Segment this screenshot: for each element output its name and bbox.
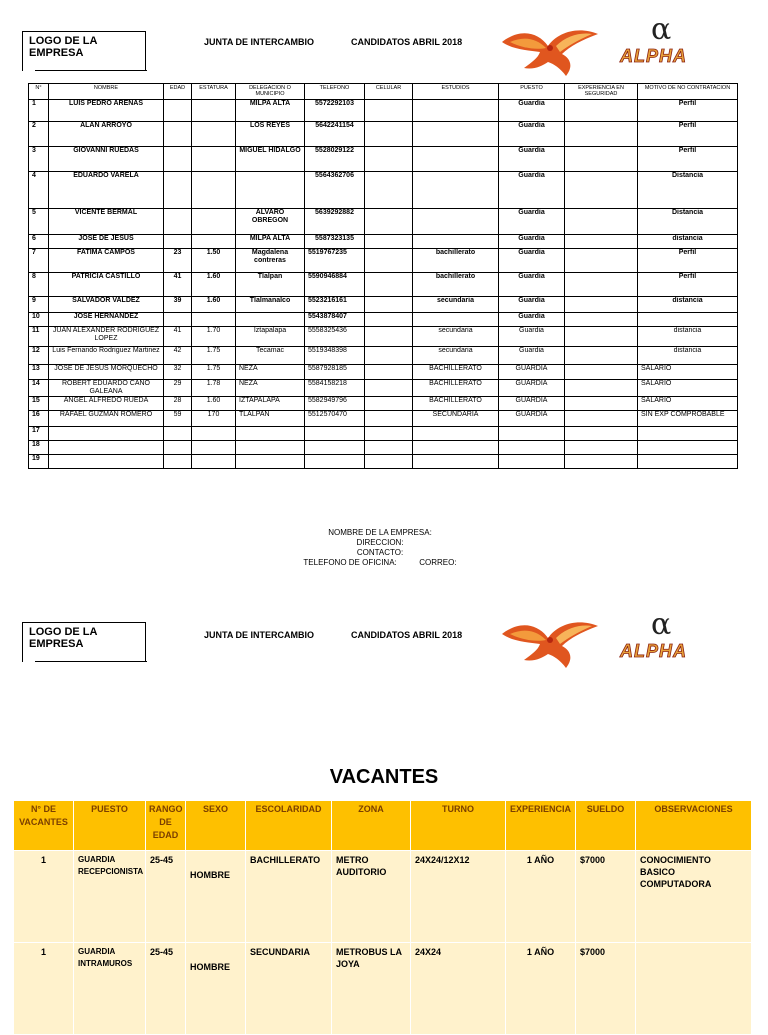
candidate-cell-municipio: LOS REYES — [236, 122, 305, 147]
candidate-cell-estudios — [413, 441, 499, 455]
vacancy-cell-zona: METROBUS LA JOYA — [332, 943, 411, 1035]
vacancies-table — [13, 800, 752, 1035]
candidate-cell-experiencia — [565, 172, 638, 209]
candidate-cell-municipio: Tlalpan — [236, 273, 305, 297]
candidate-cell-motivo — [638, 427, 738, 441]
candidate-cell-telefono: 5590946884 — [305, 273, 365, 297]
candidate-row — [29, 122, 738, 147]
candidate-cell-estudios: secundaria — [413, 347, 499, 365]
candidates-col-header: ESTATURA — [192, 84, 236, 100]
candidates-col-header: EXPERIENCIA EN SEGURIDAD — [565, 84, 638, 100]
candidate-cell-experiencia — [565, 327, 638, 347]
office-phone-email-line — [200, 558, 560, 568]
vacancy-cell-rango: 25-45 — [146, 851, 186, 943]
address-label: DIRECCION: — [356, 538, 404, 547]
candidate-cell-puesto: Guardia — [499, 100, 565, 122]
candidate-cell-n: 18 — [29, 441, 49, 455]
candidate-cell-puesto: Guardia — [499, 249, 565, 273]
candidate-cell-telefono: 5639292882 — [305, 209, 365, 235]
candidate-cell-edad: 41 — [164, 273, 192, 297]
candidate-cell-nombre: EDUARDO VARELA — [49, 172, 164, 209]
candidate-cell-municipio: MIGUEL HIDALGO — [236, 147, 305, 172]
candidate-cell-edad: 23 — [164, 249, 192, 273]
candidate-cell-n: 13 — [29, 365, 49, 380]
candidate-cell-celular — [365, 235, 413, 249]
candidates-subtitle: CANDIDATOS ABRIL 2018 — [351, 37, 463, 47]
candidates-col-header: TELEFONO — [305, 84, 365, 100]
candidate-cell-puesto: GUARDIA — [499, 365, 565, 380]
candidate-cell-nombre — [49, 441, 164, 455]
candidate-row — [29, 147, 738, 172]
candidate-cell-motivo: Perfil — [638, 273, 738, 297]
candidate-cell-experiencia — [565, 249, 638, 273]
candidate-cell-puesto: GUARDIA — [499, 380, 565, 397]
candidate-cell-nombre: JOSE HERNANDEZ — [49, 313, 164, 327]
candidate-cell-municipio: ALVARO OBREGON — [236, 209, 305, 235]
candidate-cell-motivo: Distancia — [638, 209, 738, 235]
candidate-cell-telefono — [305, 441, 365, 455]
candidate-row — [29, 235, 738, 249]
alpha-brand-name: ALPHA — [620, 46, 687, 66]
candidate-cell-telefono: 5582949796 — [305, 397, 365, 411]
candidate-cell-estatura: 1.60 — [192, 273, 236, 297]
meeting-title: JUNTA DE INTERCAMBIO — [204, 37, 314, 47]
candidate-cell-motivo: Perfil — [638, 100, 738, 122]
email-label: CORREO: — [419, 558, 457, 567]
candidate-cell-n: 5 — [29, 209, 49, 235]
candidate-cell-nombre: GIOVANNI RUEDAS — [49, 147, 164, 172]
vacancy-cell-rango: 25-45 — [146, 943, 186, 1035]
candidate-cell-motivo: SIN EXP COMPROBABLE — [638, 411, 738, 427]
candidate-cell-celular — [365, 411, 413, 427]
candidate-cell-experiencia — [565, 427, 638, 441]
candidate-cell-estudios: BACHILLERATO — [413, 397, 499, 411]
candidate-cell-telefono: 5564362706 — [305, 172, 365, 209]
candidate-cell-n: 15 — [29, 397, 49, 411]
candidate-cell-experiencia — [565, 455, 638, 469]
candidates-col-header: MOTIVO DE NO CONTRATACION — [638, 84, 738, 100]
candidate-cell-municipio — [236, 313, 305, 327]
candidate-cell-nombre: Luis Fernando Rodriguez Martinez — [49, 347, 164, 365]
candidate-cell-n: 2 — [29, 122, 49, 147]
candidate-cell-edad — [164, 441, 192, 455]
candidate-cell-n: 1 — [29, 100, 49, 122]
candidate-cell-experiencia — [565, 147, 638, 172]
candidate-cell-estatura — [192, 122, 236, 147]
candidate-cell-estudios — [413, 172, 499, 209]
candidate-cell-puesto: Guardia — [499, 235, 565, 249]
candidate-cell-n: 4 — [29, 172, 49, 209]
candidate-cell-estudios: secundaria — [413, 327, 499, 347]
candidate-cell-experiencia — [565, 365, 638, 380]
candidate-cell-n: 7 — [29, 249, 49, 273]
candidate-cell-estatura: 1.60 — [192, 397, 236, 411]
candidate-cell-motivo: SALARIO — [638, 365, 738, 380]
vacancy-cell-escolaridad: SECUNDARIA — [246, 943, 332, 1035]
candidate-cell-celular — [365, 327, 413, 347]
vacancy-cell-observaciones: CONOCIMIENTO BASICO COMPUTADORA — [636, 851, 752, 943]
office-phone-label: TELEFONO DE OFICINA: — [303, 558, 397, 567]
candidate-cell-celular — [365, 365, 413, 380]
candidate-cell-puesto — [499, 427, 565, 441]
candidate-cell-nombre: ANGEL ALFREDO RUEDA — [49, 397, 164, 411]
candidate-cell-municipio — [236, 172, 305, 209]
candidate-cell-edad — [164, 172, 192, 209]
candidate-row — [29, 100, 738, 122]
candidate-cell-celular — [365, 100, 413, 122]
candidate-cell-nombre: JOSE DE JESUS MORQUECHO — [49, 365, 164, 380]
candidate-row — [29, 365, 738, 380]
company-name-label: NOMBRE DE LA EMPRESA: — [328, 528, 432, 537]
candidate-cell-edad — [164, 209, 192, 235]
vacancy-cell-sueldo: $7000 — [576, 943, 636, 1035]
candidate-cell-motivo: distancia — [638, 235, 738, 249]
candidate-cell-experiencia — [565, 273, 638, 297]
candidate-cell-municipio — [236, 455, 305, 469]
candidate-cell-edad: 41 — [164, 327, 192, 347]
candidate-cell-motivo: distancia — [638, 327, 738, 347]
company-contact-block — [200, 528, 560, 568]
vacancy-cell-experiencia: 1 AÑO — [506, 851, 576, 943]
candidate-cell-estudios — [413, 209, 499, 235]
candidate-cell-motivo: distancia — [638, 347, 738, 365]
candidate-cell-motivo: Perfil — [638, 147, 738, 172]
candidate-cell-nombre — [49, 427, 164, 441]
candidates-col-header: ESTUDIOS — [413, 84, 499, 100]
candidate-cell-nombre: ALAN ARROYO — [49, 122, 164, 147]
candidate-cell-estatura: 170 — [192, 411, 236, 427]
candidate-cell-edad: 59 — [164, 411, 192, 427]
candidate-row — [29, 441, 738, 455]
candidate-cell-puesto: Guardia — [499, 297, 565, 313]
candidates-col-header: NOMBRE — [49, 84, 164, 100]
candidate-cell-puesto: Guardia — [499, 273, 565, 297]
vacancy-cell-n: 1 — [14, 851, 74, 943]
phoenix-logo-icon — [500, 20, 600, 80]
candidate-cell-puesto: GUARDIA — [499, 397, 565, 411]
candidate-cell-n: 19 — [29, 455, 49, 469]
vacancies-col-header: RANGO DE EDAD — [146, 801, 186, 851]
candidates-header-row — [29, 84, 738, 100]
candidate-cell-edad: 39 — [164, 297, 192, 313]
candidate-row — [29, 313, 738, 327]
candidate-row — [29, 209, 738, 235]
candidate-cell-estudios — [413, 313, 499, 327]
candidate-cell-telefono: 5642241154 — [305, 122, 365, 147]
candidate-cell-estatura — [192, 455, 236, 469]
vacancies-header-row — [14, 801, 752, 851]
candidates-col-header: CELULAR — [365, 84, 413, 100]
candidate-cell-municipio: TLALPAN — [236, 411, 305, 427]
candidate-cell-n: 12 — [29, 347, 49, 365]
candidate-cell-n: 8 — [29, 273, 49, 297]
candidate-cell-estatura — [192, 427, 236, 441]
candidate-cell-celular — [365, 249, 413, 273]
candidate-cell-motivo — [638, 313, 738, 327]
candidate-cell-estudios: BACHILLERATO — [413, 380, 499, 397]
candidate-cell-nombre: LUIS PEDRO ARENAS — [49, 100, 164, 122]
candidate-cell-estatura: 1.75 — [192, 347, 236, 365]
candidate-cell-n: 10 — [29, 313, 49, 327]
vacancy-cell-zona: METRO AUDITORIO — [332, 851, 411, 943]
candidate-cell-edad — [164, 455, 192, 469]
logo-placeholder-box — [22, 31, 146, 71]
candidate-cell-estudios: SECUNDARIA — [413, 411, 499, 427]
candidate-cell-edad — [164, 235, 192, 249]
candidate-cell-estudios — [413, 122, 499, 147]
candidate-cell-nombre: RAFAEL GUZMAN ROMERO — [49, 411, 164, 427]
candidate-cell-estudios — [413, 455, 499, 469]
candidate-cell-estudios: bachillerato — [413, 273, 499, 297]
candidate-cell-motivo: SALARIO — [638, 380, 738, 397]
candidate-cell-nombre: SALVADOR VALDEZ — [49, 297, 164, 313]
candidate-cell-nombre: JOSÉ DE JESUS — [49, 235, 164, 249]
vacancies-col-header: EXPERIENCIA — [506, 801, 576, 851]
candidate-cell-edad — [164, 147, 192, 172]
candidate-cell-puesto — [499, 455, 565, 469]
candidate-cell-puesto: Guardia — [499, 327, 565, 347]
meeting-title-2: JUNTA DE INTERCAMBIO — [204, 630, 314, 640]
candidate-cell-telefono: 5572292103 — [305, 100, 365, 122]
candidate-cell-experiencia — [565, 100, 638, 122]
candidate-cell-motivo — [638, 441, 738, 455]
candidates-col-header: DELEGACION O MUNICIPIO — [236, 84, 305, 100]
candidate-cell-experiencia — [565, 380, 638, 397]
candidate-cell-celular — [365, 147, 413, 172]
vacancy-cell-sexo: HOMBRE — [186, 851, 246, 943]
candidate-cell-nombre: PATRICIA CASTILLO — [49, 273, 164, 297]
candidate-cell-edad: 28 — [164, 397, 192, 411]
candidate-cell-telefono: 5558325436 — [305, 327, 365, 347]
candidate-cell-estatura: 1.60 — [192, 297, 236, 313]
candidate-cell-estatura: 1.75 — [192, 365, 236, 380]
candidate-cell-nombre — [49, 455, 164, 469]
phoenix-logo-icon-2 — [500, 612, 600, 672]
alpha-brand-name-2: ALPHA — [620, 641, 687, 661]
vacancy-cell-turno: 24X24 — [411, 943, 506, 1035]
candidate-cell-puesto — [499, 441, 565, 455]
candidate-cell-motivo — [638, 455, 738, 469]
candidate-cell-telefono — [305, 455, 365, 469]
candidate-cell-n: 14 — [29, 380, 49, 397]
candidate-cell-edad — [164, 122, 192, 147]
candidate-row — [29, 172, 738, 209]
contact-label: CONTACTO: — [356, 548, 404, 557]
candidate-cell-celular — [365, 347, 413, 365]
candidate-cell-estatura — [192, 172, 236, 209]
candidate-cell-experiencia — [565, 122, 638, 147]
candidate-cell-estudios: bachillerato — [413, 249, 499, 273]
candidate-cell-municipio: MILPA ALTA — [236, 100, 305, 122]
candidate-cell-n: 3 — [29, 147, 49, 172]
candidate-cell-motivo: SALARIO — [638, 397, 738, 411]
candidate-cell-estatura — [192, 147, 236, 172]
candidates-col-header: N° — [29, 84, 49, 100]
vacancies-col-header: SEXO — [186, 801, 246, 851]
vacancy-cell-turno: 24X24/12X12 — [411, 851, 506, 943]
candidate-cell-puesto: Guardia — [499, 147, 565, 172]
candidate-cell-estudios: secundaria — [413, 297, 499, 313]
vacancies-col-header: ZONA — [332, 801, 411, 851]
candidate-cell-n: 16 — [29, 411, 49, 427]
candidate-row — [29, 297, 738, 313]
vacancies-title: VACANTES — [329, 766, 439, 788]
candidate-cell-estatura — [192, 441, 236, 455]
logo-label: LOGO DE LA EMPRESA — [29, 35, 98, 59]
candidate-cell-estatura — [192, 209, 236, 235]
candidate-cell-municipio: IZTAPALAPA — [236, 397, 305, 411]
candidate-cell-puesto: Guardia — [499, 347, 565, 365]
candidate-cell-celular — [365, 297, 413, 313]
candidate-row — [29, 347, 738, 365]
candidate-cell-telefono: 5528029122 — [305, 147, 365, 172]
candidate-cell-municipio: MILPA ALTA — [236, 235, 305, 249]
candidate-cell-puesto: Guardia — [499, 313, 565, 327]
candidate-cell-n: 17 — [29, 427, 49, 441]
candidate-cell-puesto: Guardia — [499, 209, 565, 235]
vacancy-cell-puesto: GUARDIA RECEPCIONISTA — [74, 851, 146, 943]
candidate-cell-estatura — [192, 235, 236, 249]
vacancy-row — [14, 851, 752, 943]
candidate-row — [29, 411, 738, 427]
candidate-cell-nombre: ROBERT EDUARDO CANO GALEANA — [49, 380, 164, 397]
vacancy-cell-puesto: GUARDIA INTRAMUROS — [74, 943, 146, 1035]
candidate-row — [29, 455, 738, 469]
candidate-cell-experiencia — [565, 411, 638, 427]
candidate-cell-motivo: Distancia — [638, 172, 738, 209]
candidate-cell-municipio: Iztapalapa — [236, 327, 305, 347]
candidate-cell-estudios — [413, 100, 499, 122]
candidate-cell-celular — [365, 427, 413, 441]
candidate-cell-celular — [365, 441, 413, 455]
candidate-cell-municipio: Magdalena contreras — [236, 249, 305, 273]
candidate-cell-estudios: BACHILLERATO — [413, 365, 499, 380]
candidate-cell-edad: 29 — [164, 380, 192, 397]
candidate-cell-telefono — [305, 427, 365, 441]
candidate-cell-edad: 42 — [164, 347, 192, 365]
candidates-table — [28, 83, 738, 469]
candidate-cell-estudios — [413, 427, 499, 441]
candidate-cell-edad — [164, 100, 192, 122]
candidate-cell-celular — [365, 122, 413, 147]
candidate-cell-telefono: 5543878407 — [305, 313, 365, 327]
candidate-cell-telefono: 5519348398 — [305, 347, 365, 365]
candidate-cell-celular — [365, 397, 413, 411]
candidate-cell-nombre: VICENTE BERMAL — [49, 209, 164, 235]
candidates-col-header: EDAD — [164, 84, 192, 100]
candidate-cell-n: 9 — [29, 297, 49, 313]
candidate-cell-motivo: Perfil — [638, 249, 738, 273]
vacancy-row — [14, 943, 752, 1035]
vacancies-col-header: ESCOLARIDAD — [246, 801, 332, 851]
candidate-cell-celular — [365, 380, 413, 397]
alpha-symbol-2: α — [651, 607, 672, 642]
candidate-cell-experiencia — [565, 209, 638, 235]
candidate-cell-estatura: 1.78 — [192, 380, 236, 397]
logo-label-2: LOGO DE LA EMPRESA — [29, 626, 98, 650]
vacancy-cell-observaciones — [636, 943, 752, 1035]
candidate-row — [29, 249, 738, 273]
candidate-cell-n: 6 — [29, 235, 49, 249]
candidate-cell-edad — [164, 313, 192, 327]
candidate-cell-celular — [365, 172, 413, 209]
candidate-cell-telefono: 5587323135 — [305, 235, 365, 249]
vacancy-cell-sueldo: $7000 — [576, 851, 636, 943]
candidate-cell-puesto: GUARDIA — [499, 411, 565, 427]
candidate-row — [29, 427, 738, 441]
candidate-cell-motivo: Perfil — [638, 122, 738, 147]
candidate-cell-puesto: Guardia — [499, 122, 565, 147]
candidate-cell-celular — [365, 455, 413, 469]
candidate-row — [29, 273, 738, 297]
logo-placeholder-box-2 — [22, 622, 146, 662]
candidate-cell-nombre: JUAN ALEXANDER RODRIGUEZ LOPEZ — [49, 327, 164, 347]
candidate-cell-estatura — [192, 313, 236, 327]
alpha-symbol: α — [651, 12, 672, 47]
vacancies-col-header: OBSERVACIONES — [636, 801, 752, 851]
candidate-cell-municipio: NEZA — [236, 380, 305, 397]
candidate-row — [29, 380, 738, 397]
candidate-cell-experiencia — [565, 313, 638, 327]
candidate-cell-nombre: FATIMA CAMPOS — [49, 249, 164, 273]
candidate-cell-celular — [365, 313, 413, 327]
vacancy-cell-sexo: HOMBRE — [186, 943, 246, 1035]
candidate-row — [29, 327, 738, 347]
candidate-cell-telefono: 5587928185 — [305, 365, 365, 380]
candidate-cell-estatura — [192, 100, 236, 122]
candidate-cell-edad: 32 — [164, 365, 192, 380]
candidate-cell-municipio — [236, 441, 305, 455]
candidate-cell-celular — [365, 209, 413, 235]
candidate-cell-experiencia — [565, 397, 638, 411]
vacancy-cell-n: 1 — [14, 943, 74, 1035]
candidate-cell-telefono: 5512570470 — [305, 411, 365, 427]
candidate-cell-telefono: 5523216161 — [305, 297, 365, 313]
vacancy-cell-escolaridad: BACHILLERATO — [246, 851, 332, 943]
candidate-cell-celular — [365, 273, 413, 297]
candidate-cell-telefono: 5519767235 — [305, 249, 365, 273]
vacancy-cell-experiencia: 1 AÑO — [506, 943, 576, 1035]
candidate-cell-experiencia — [565, 297, 638, 313]
candidate-cell-municipio: NEZA — [236, 365, 305, 380]
candidate-cell-experiencia — [565, 441, 638, 455]
candidates-col-header: PUESTO — [499, 84, 565, 100]
candidate-cell-telefono: 5584158218 — [305, 380, 365, 397]
candidate-cell-estudios — [413, 235, 499, 249]
candidate-cell-municipio: Tecamac — [236, 347, 305, 365]
candidate-cell-estatura: 1.70 — [192, 327, 236, 347]
vacancies-col-header: SUELDO — [576, 801, 636, 851]
vacancies-col-header: PUESTO — [74, 801, 146, 851]
vacancies-col-header: TURNO — [411, 801, 506, 851]
candidate-row — [29, 397, 738, 411]
vacancies-col-header: N° DE VACANTES — [14, 801, 74, 851]
candidate-cell-n: 11 — [29, 327, 49, 347]
candidate-cell-motivo: distancia — [638, 297, 738, 313]
candidate-cell-edad — [164, 427, 192, 441]
candidate-cell-estudios — [413, 147, 499, 172]
candidates-subtitle-2: CANDIDATOS ABRIL 2018 — [351, 630, 463, 640]
candidate-cell-municipio — [236, 427, 305, 441]
candidate-cell-experiencia — [565, 235, 638, 249]
candidate-cell-municipio: Tlalmanalco — [236, 297, 305, 313]
candidate-cell-experiencia — [565, 347, 638, 365]
candidate-cell-puesto: Guardia — [499, 172, 565, 209]
candidate-cell-estatura: 1.50 — [192, 249, 236, 273]
